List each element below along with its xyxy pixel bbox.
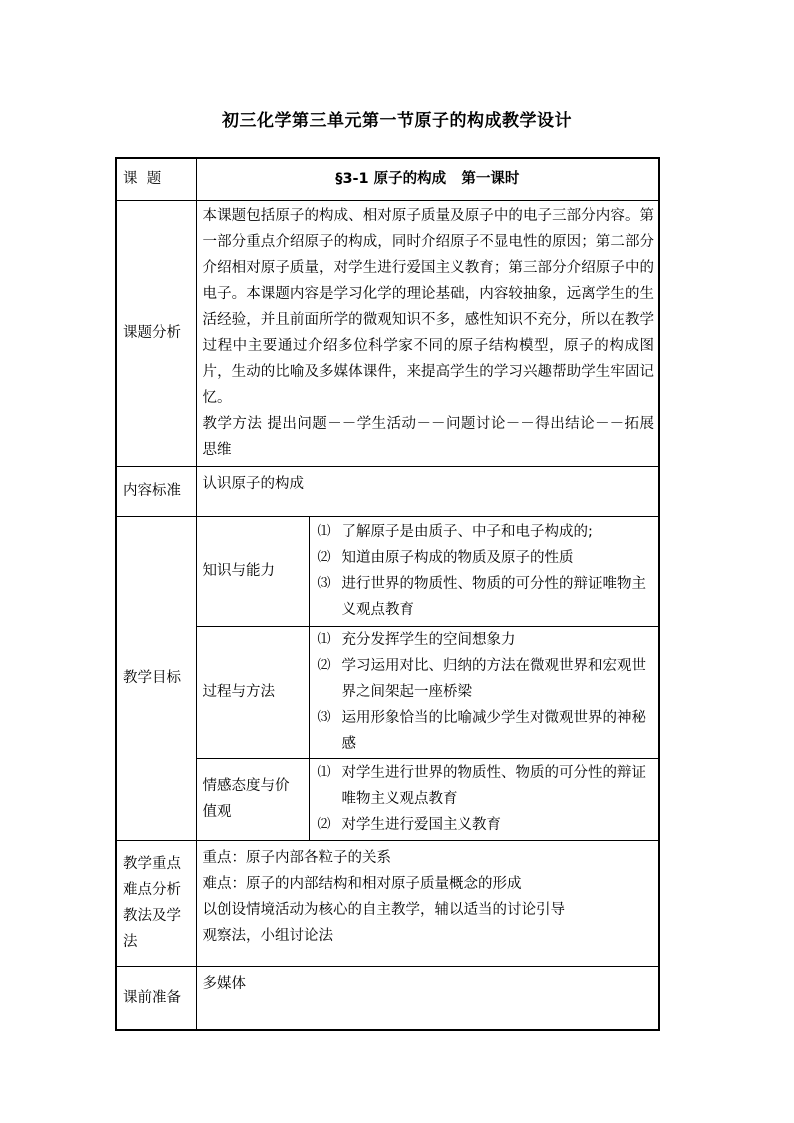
learning-method-text: 观察法，小组讨论法 [202, 927, 333, 944]
preparation-value: 多媒体 [196, 966, 659, 1030]
objective-list [316, 627, 653, 757]
item-text: 知道由原子构成的物质及原子的性质 [341, 550, 574, 566]
item-number: ⑴ [317, 632, 331, 647]
objective-group-items [309, 516, 659, 626]
keypoints-label: 教学重点难点分析教法及学法 [116, 840, 196, 966]
standard-value: 认识原子的构成 [196, 466, 659, 516]
objectives-label: 教学目标 [116, 516, 196, 840]
preparation-row [116, 966, 659, 1030]
list-item [316, 627, 653, 653]
item-text: 学习运用对比、归纳的方法在微观世界和宏观世界之间架起一座桥梁 [341, 658, 646, 700]
item-number: ⑶ [317, 710, 331, 725]
list-item [316, 653, 653, 705]
page-title: 初三化学第三单元第一节原子的构成教学设计 [222, 111, 572, 131]
keypoints-cell [196, 840, 659, 966]
item-text: 运用形象恰当的比喻减少学生对微观世界的神秘感 [341, 710, 646, 752]
item-text: 充分发挥学生的空间想象力 [341, 632, 516, 648]
objective-list [316, 760, 653, 838]
item-text: 对学生进行爱国主义教育 [341, 817, 501, 833]
item-number: ⑵ [317, 658, 331, 673]
standard-row [116, 466, 659, 516]
objective-list [316, 519, 653, 623]
list-item [316, 545, 653, 571]
topic-row [116, 158, 659, 200]
item-text: 对学生进行世界的物质性、物质的可分性的辩证唯物主义观点教育 [341, 765, 646, 807]
topic-label: 课 题 [116, 158, 196, 200]
item-number: ⑴ [317, 524, 331, 539]
topic-value: §3-1 原子的构成 第一课时 [196, 158, 659, 200]
standard-label: 内容标准 [116, 466, 196, 516]
analysis-text: 本课题包括原子的构成、相对原子质量及原子中的电子三部分内容。第一部分重点介绍原子的构成，同时介绍原子不显电性的原因；第二部分介绍相对原子质量，对学生进行爱国主义教育；第三部分介绍原子中的电子。本课题内容是学习化学的理论基础，内容较抽象，远离学生的生活经验，并且前面所学的微观知识不多，感性知识不充分，所以在教学过程中主要通过介绍多位科学家不同的原子结构模型，原子的构成图片，生动的比喻及多媒体课件，来提高学生的学习兴趣帮助学生牢固记忆。 [202, 208, 655, 406]
lesson-plan-table [115, 157, 660, 1031]
teaching-method-text: 教学方法 提出问题－－学生活动－－问题讨论－－得出结论－－拓展思维 [202, 416, 655, 458]
item-number: ⑶ [317, 576, 331, 591]
objective-group-row [116, 626, 659, 758]
analysis-label: 课题分析 [116, 200, 196, 466]
analysis-row [116, 200, 659, 466]
list-item [316, 812, 653, 838]
list-item [316, 760, 653, 812]
difficulty-text: 难点：原子的内部结构和相对原子质量概念的形成 [202, 875, 522, 892]
teaching-approach-text: 以创设情境活动为核心的自主教学，辅以适当的讨论引导 [202, 901, 565, 918]
objective-group-name: 知识与能力 [196, 516, 309, 626]
objective-group-items [309, 758, 659, 840]
key-point-text: 重点：原子内部各粒子的关系 [202, 849, 391, 866]
objective-group-name: 过程与方法 [196, 626, 309, 758]
objective-group-items [309, 626, 659, 758]
keypoints-row [116, 840, 659, 966]
objective-group-row [116, 758, 659, 840]
objective-group-row [116, 516, 659, 626]
preparation-label: 课前准备 [116, 966, 196, 1030]
item-text: 进行世界的物质性、物质的可分性的辩证唯物主义观点教育 [341, 576, 646, 618]
analysis-cell [196, 200, 659, 466]
list-item [316, 705, 653, 757]
list-item [316, 519, 653, 545]
item-number: ⑵ [317, 550, 331, 565]
item-number: ⑵ [317, 817, 331, 832]
objective-group-name: 情感态度与价值观 [196, 758, 309, 840]
list-item [316, 571, 653, 623]
item-text: 了解原子是由质子、中子和电子构成的; [341, 524, 593, 540]
item-number: ⑴ [317, 765, 331, 780]
